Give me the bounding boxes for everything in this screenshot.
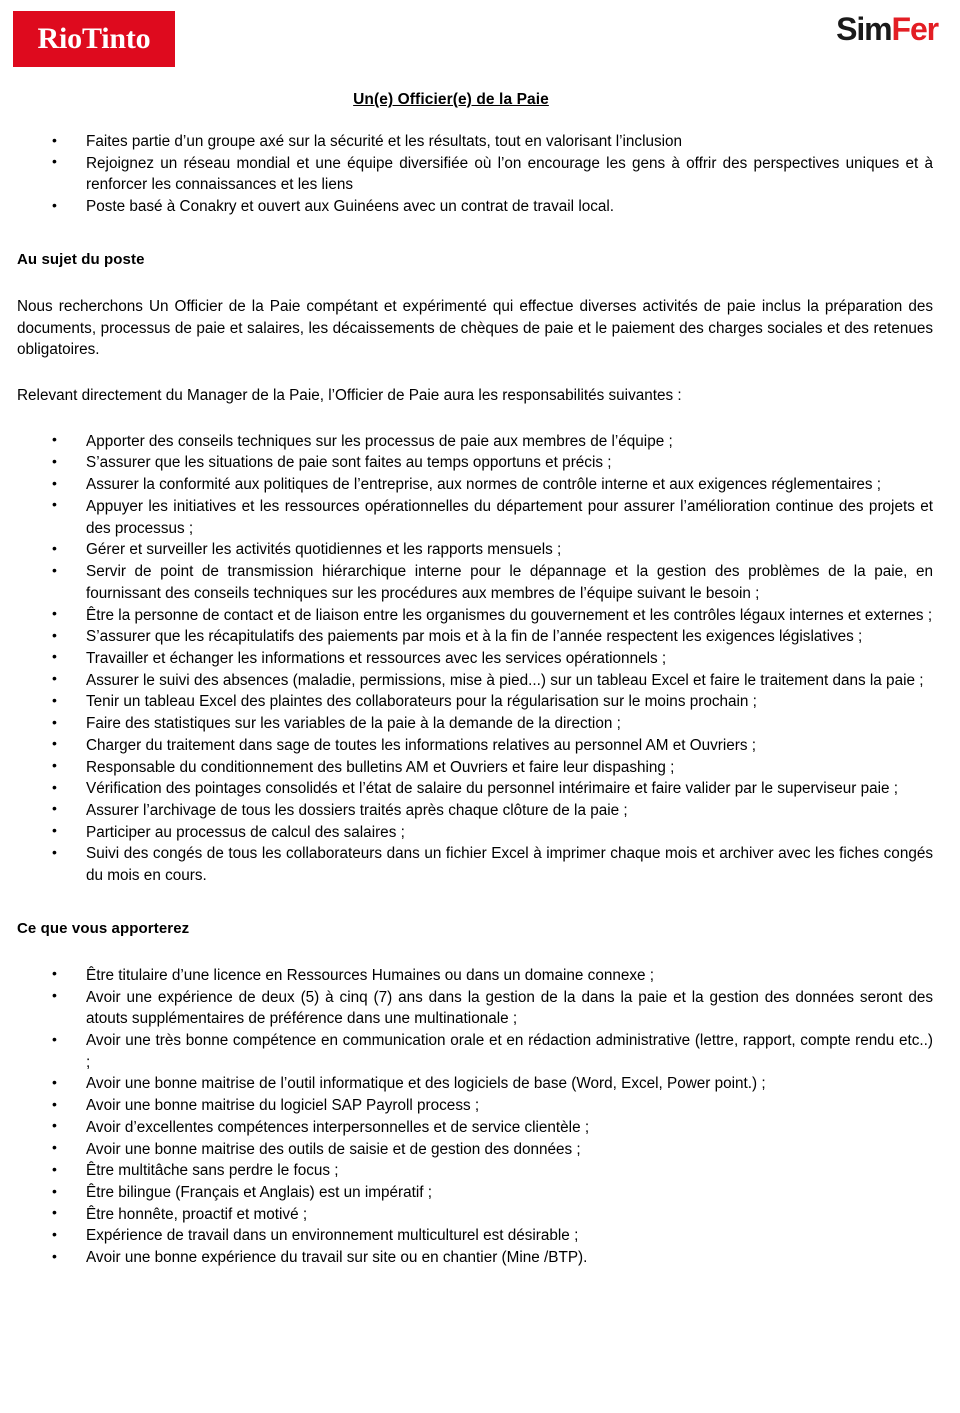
list-item: • Tenir un tableau Excel des plaintes des collaborateurs pour la régularisation sur le moins prochain ;	[17, 691, 945, 713]
list-item: • Faire des statistiques sur les variables de la paie à la demande de la direction ;	[17, 713, 945, 735]
list-item: • Expérience de travail dans un environnement multiculturel est désirable ;	[17, 1225, 945, 1247]
list-item: • Avoir une bonne maitrise de l’outil informatique et des logiciels de base (Word, Excel, Power point.) ;	[17, 1073, 945, 1095]
list-item: • Avoir une très bonne compétence en communication orale et en rédaction administrative (lettre, rapport, compte rendu etc..) ;	[17, 1030, 945, 1073]
list-item: • S’assurer que les récapitulatifs des paiements par mois et à la fin de l’année respectent les exigences législatives ;	[17, 626, 945, 648]
list-item: • Avoir une expérience de deux (5) à cinq (7) ans dans la gestion de la dans la paie et la gestion des données seront des atouts supplémentaires de préférence dans une multinationale ;	[17, 987, 945, 1030]
bring-list	[17, 965, 945, 1269]
list-item: • Assurer l’archivage de tous les dossiers traités après chaque clôture de la paie ;	[17, 800, 945, 822]
list-item: • Gérer et surveiller les activités quotidiennes et les rapports mensuels ;	[17, 539, 945, 561]
riotinto-logo-text: RioTinto	[37, 22, 151, 55]
list-item: • Être la personne de contact et de liaison entre les organismes du gouvernement et les contrôles légaux internes et externes ;	[17, 605, 945, 627]
list-item: • Appuyer les initiatives et les ressources opérationnelles du département pour assurer l’amélioration continue des projets et des processus ;	[17, 496, 945, 539]
list-item: • Responsable du conditionnement des bulletins AM et Ouvriers et faire leur dispashing ;	[17, 757, 945, 779]
section-heading-bring: Ce que vous apporterez	[17, 919, 190, 937]
list-item: • Rejoignez un réseau mondial et une équipe diversifiée où l’on encourage les gens à offrir des perspectives uniques et à renforcer les connaissances et les liens	[17, 153, 945, 196]
list-item: • Être multitâche sans perdre le focus ;	[17, 1160, 945, 1182]
list-item: • S’assurer que les situations de paie sont faites au temps opportuns et précis ;	[17, 452, 945, 474]
about-paragraph-2: Relevant directement du Manager de la Paie, l’Officier de Paie aura les responsabilités suivantes :	[17, 387, 682, 405]
list-item: • Participer au processus de calcul des salaires ;	[17, 822, 945, 844]
intro-bullet-list	[17, 131, 945, 218]
list-item: • Assurer la conformité aux politiques de l’entreprise, aux normes de contrôle interne et aux exigences réglementaires ;	[17, 474, 945, 496]
list-item: • Faites partie d’un groupe axé sur la sécurité et les résultats, tout en valorisant l’inclusion	[17, 131, 945, 153]
about-paragraph-1: Nous recherchons Un Officier de la Paie compétant et expérimenté qui effectue diverses activités de paie inclus la préparation des documents, processus de paie et salaires, les décaissements de chèques de paie et le paiement des charges sociales et des retenues obligatoires.	[17, 297, 933, 359]
list-item: • Avoir d’excellentes compétences interpersonnelles et de service clientèle ;	[17, 1117, 945, 1139]
list-item: • Être titulaire d’une licence en Ressources Humaines ou dans un domaine connexe ;	[17, 965, 945, 987]
list-item: • Vérification des pointages consolidés et l’état de salaire du personnel intérimaire et faire valider par le superviseur paie ;	[17, 778, 945, 800]
list-item: • Être honnête, proactif et motivé ;	[17, 1204, 945, 1226]
list-item: • Avoir une bonne expérience du travail sur site ou en chantier (Mine /BTP).	[17, 1247, 945, 1269]
simfer-logo-fer: Fer	[891, 11, 938, 47]
riotinto-logo	[13, 11, 175, 67]
section-heading-about: Au sujet du poste	[17, 250, 145, 268]
list-item: • Apporter des conseils techniques sur les processus de paie aux membres de l’équipe ;	[17, 431, 945, 453]
list-item: • Avoir une bonne maitrise des outils de saisie et de gestion des données ;	[17, 1139, 945, 1161]
list-item: • Suivi des congés de tous les collaborateurs dans un fichier Excel à imprimer chaque mois et archiver avec les fiches congés du mois en cours.	[17, 843, 945, 886]
page-title: Un(e) Officier(e) de la Paie	[353, 91, 549, 108]
list-item: • Poste basé à Conakry et ouvert aux Guinéens avec un contrat de travail local.	[17, 196, 945, 218]
list-item: • Travailler et échanger les informations et ressources avec les services opérationnels ;	[17, 648, 945, 670]
document-body	[0, 91, 960, 1269]
list-item: • Charger du traitement dans sage de toutes les informations relatives au personnel AM et Ouvriers ;	[17, 735, 945, 757]
simfer-logo	[836, 13, 938, 45]
list-item: • Servir de point de transmission hiérarchique interne pour le dépannage et la gestion des problèmes de la paie, en fournissant des conseils techniques sur les procédures aux membres de l’équipe suivant le besoin ;	[17, 561, 945, 604]
list-item: • Être bilingue (Français et Anglais) est un impératif ;	[17, 1182, 945, 1204]
responsibilities-list	[17, 431, 945, 887]
list-item: • Assurer le suivi des absences (maladie, permissions, mise à pied...) sur un tableau Excel et faire le traitement dans la paie ;	[17, 670, 945, 692]
simfer-logo-sim: Sim	[836, 11, 892, 47]
document-header	[0, 0, 960, 80]
list-item: • Avoir une bonne maitrise du logiciel SAP Payroll process ;	[17, 1095, 945, 1117]
